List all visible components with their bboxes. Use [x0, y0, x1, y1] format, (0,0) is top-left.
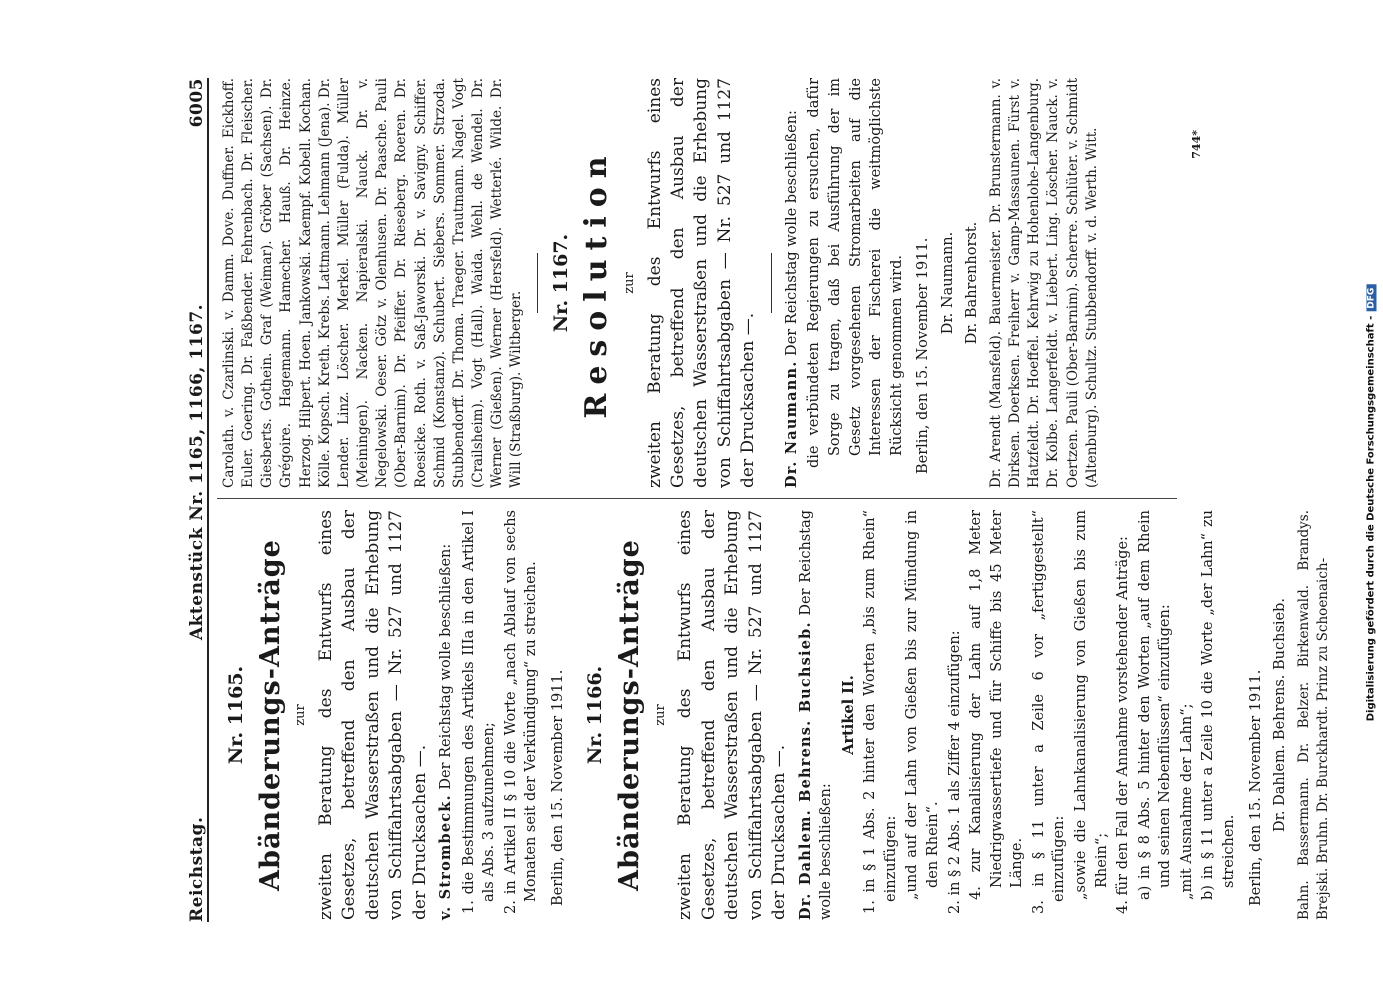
lead-text: Der Reichstag wolle beschließen: — [437, 543, 454, 790]
motion-item: 1. die Bestimmungen des Artikels IIIa in den Artikel I als Abs. 3 aufzunehmen; — [460, 510, 497, 914]
motion-lead — [781, 78, 802, 488]
signature-mark: 744* — [1189, 130, 1203, 159]
doc-number: Nr. 1165. — [224, 665, 247, 765]
section-rule — [770, 253, 771, 313]
digitization-note-text — [1366, 285, 1377, 722]
header-center: Aktenstück Nr. 1165, 1166, 1167. — [186, 303, 207, 641]
doc-number: Nr. 1167. — [549, 233, 571, 333]
proposer-name: Dr. Naumann. — [782, 360, 800, 488]
doc-title: Abänderungs-Anträge — [254, 539, 286, 891]
doc-date: Berlin, den 15. November 1911. — [1247, 669, 1264, 906]
signers-list: Bahn. Bassermann. Dr. Belzer. Birkenwald. Brandys. Brejski. Bruhn. Dr. Burckhardt. Prinz zu Schoenaich- — [1295, 510, 1331, 920]
proposer-name: v. Strombeck. — [436, 794, 454, 920]
doc-intro: zweiten Beratung des Entwurfs eines Gesetzes, betreffend den Ausbau der deutschen Wasserstraßen und die Erhebung von Schiffahrtsabgaben — Nr. 527 und 1127 der Drucksachen —. — [644, 78, 758, 488]
motion-item: a) in § 8 Abs. 5 hinter den Worten „auf dem Rhein und seinen Nebenflüssen“ einzufügen: — [1136, 510, 1173, 900]
doc-zur: zur — [292, 704, 308, 726]
header-page-number: 6005 — [186, 78, 207, 128]
proposer-names: Dr. Dahlem. Behrens. Buchsieb. — [796, 621, 813, 920]
motion-item: 2. in § 2 Abs. 1 als Ziffer 4 einzufügen: — [946, 630, 963, 914]
motion-item: 4. zur Kanalisierung der Lahn auf 1,8 Meter Niedrigwassertiefe und für Schiffe bis 45 Meter Länge. — [967, 510, 1025, 900]
doc-zur: zur — [621, 272, 637, 294]
right-column — [217, 78, 1177, 488]
motion-item: 1. in § 1 Abs. 2 hinter den Worten „bis zum Rhein“ einzufügen: — [861, 510, 899, 914]
motion-item: 2. in Artikel II § 10 die Worte „nach Ablauf von sechs Monaten seit der Verkündigung“ zu streichen. — [502, 510, 539, 914]
motion-item: „sowie die Lahnkanalisierung von Gießen bis zum Rhein“; — [1072, 510, 1110, 900]
doc-date: Berlin, den 15. November 1911. — [549, 669, 566, 906]
signers-head: Dr. Dahlem. Behrens. Buchsieb. — [1271, 597, 1288, 833]
motion-lead — [795, 510, 836, 920]
left-column — [217, 510, 1331, 920]
motion-item: „und auf der Lahn von Gießen bis zur Mündung in den Rhein“. — [903, 510, 941, 900]
section-rule — [536, 253, 537, 313]
lead-text: Der Reichstag wolle beschließen: — [783, 110, 800, 356]
doc-zur: zur — [652, 704, 668, 726]
doc-title: Abänderungs-Anträge — [613, 539, 645, 891]
signature: Dr. Naumann. — [939, 231, 956, 335]
motion-item: b) in § 11 unter a Zeile 10 die Worte „der Lahn“ zu streichen. — [1199, 510, 1237, 900]
motion-item: 4. für den Fall der Annahme vorstehender Anträge: — [1114, 536, 1131, 914]
header-left: Reichstag. — [186, 816, 207, 922]
note-text: Digitalisierung gefördert durch die Deutsche Forschungsgemeinschaft - — [1365, 315, 1377, 722]
article-heading: Artikel II. — [839, 675, 857, 755]
doc-number: Nr. 1166. — [583, 665, 606, 765]
signature: Dr. Bahrenhorst. — [963, 221, 980, 345]
doc-intro: zweiten Beratung des Entwurfs eines Gesetzes, betreffend den Ausbau der deutschen Wasserstraßen und die Erhebung von Schiffahrtsabgaben — Nr. 527 und 1127 der Drucksachen —. — [315, 510, 430, 920]
motion-lead — [436, 510, 457, 920]
doc-date: Berlin, den 15. November 1911. — [914, 237, 931, 474]
signers-list: Dr. Arendt (Mansfeld). Bauermeister. Dr. Brunstermann. v. Dirksen. Doerksen. Freiherr v. Gamp-Massaunen. Fürst v. Hatzfeldt. Dr. Hoeffel. Kehrwig zu Hohenlohe-Langenburg. Dr. Kolbe. Langerfeldt. v. Liebert. Ling. Löscher. Nauck. v. Oertzen. Pauli (Ober-Barnim). Scherre. Schlüter. v. Schmidt (Altenburg). Schultz. Stubbendorff. v. d. Werth. Witt. — [987, 78, 1100, 488]
lead-text: Der Reichstag wolle beschließen: — [797, 510, 834, 920]
doc-intro: zweiten Beratung des Entwurfs eines Gesetzes, betreffend den Ausbau der deutschen Wasserstraßen und die Erhebung von Schiffahrtsabgaben — Nr. 527 und 1127 der Drucksachen —. — [674, 510, 789, 920]
signers-list-continued: Carolath. v. Czarlinski. v. Damm. Dove. Duffner. Eickhoff. Euler. Goering. Dr. Faßbender. Fehrenbach. Dr. Fleischer. Giesberts. Gothein. Graf (Weimar). Gröber (Sachsen). Dr. Grégoire. Hagemann. Hamecher. Hauß. Dr. Heinze. Herzog. Hilpert. Hoen. Jankowski. Kaempf. Kobell. Kochan. Kölle. Kopsch. Kreth. Krebs. Lattmann. Lehmann (Jena). Dr. Lender. Linz. Löscher. Merkel. Müller (Fulda). Müller (Meiningen). Nacken. Napieralski. Nauck. Dr. v. Negelowski. Oeser. Götz v. Olenhusen. Dr. Paasche. Pauli (Ober-Barnim). Dr. Pfeiffer. Dr. Rieseberg. Roeren. Dr. Roesicke. Roth. v. Saß-Jaworski. Dr. v. Savigny. Schiffer. Schmid (Konstanz). Schubert. Siebers. Sommer. Strzoda. Stubbendorff. Dr. Thoma. Traeger. Trautmann. Nagel. Vogt (Crailsheim). Vogt (Hall). Waida. Wehl. de Wendel. Dr. Werner (Gießen). Werner (Hersfeld). Wetterlé. Wilde. Dr. Will (Straßburg). Wiltberger. — [220, 78, 524, 488]
dfg-badge: DFG — [1367, 285, 1377, 312]
resolution-text: die verbündeten Regierungen zu ersuchen, dafür Sorge zu tragen, daß bei Ausführung der im Gesetz vorgesehenen Stromarbeiten auf die Interessen der Fischerei die weitmöglichste Rücksicht genommen wird. — [805, 78, 905, 468]
column-divider — [217, 498, 1177, 499]
rotated-document-page — [167, 60, 1331, 940]
motion-item: 3. in § 11 unter a Zeile 6 vor „fertiggestellt“ einzufügen: — [1030, 510, 1067, 914]
digitization-note — [1363, 8, 1379, 998]
motion-item: „mit Ausnahme der Lahn“; — [1178, 703, 1195, 900]
doc-title: Resolution — [578, 147, 614, 419]
running-header — [181, 78, 209, 922]
